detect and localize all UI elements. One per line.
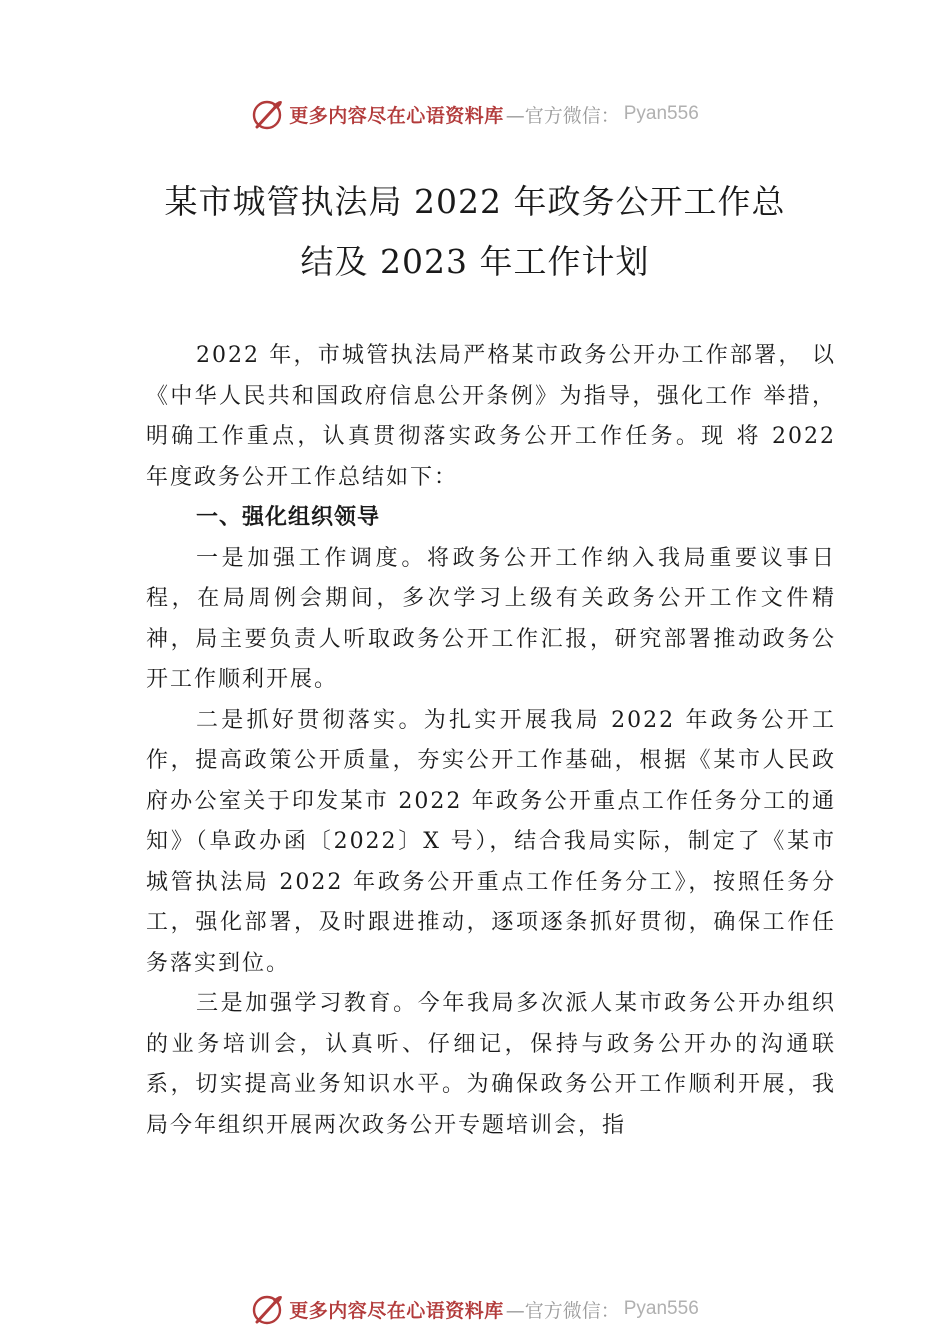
section-heading: 一、强化组织领导 [196,505,381,530]
title-line-2: 结及 2023 年工作计划 [300,242,650,281]
banner-wechat-id: Pyan556 [623,1298,699,1319]
document-title [150,172,800,292]
paragraph-1: 一是加强工作调度。将政务公开工作纳入我局重要议事日程，在局周例会期间，多次学习上级有关政务公开工作文件精神，局主要负责人听取政务公开工作汇报，研究部署推动政务公开工作顺利开展。 [146,545,836,692]
header-banner [0,92,950,136]
banner-wechat-label: —官方微信： [505,104,620,127]
paragraph-3: 三是加强学习教育。今年我局多次派人某市政务公开办组织的业务培训会，认真听、仔细记，保持与政务公开办的沟通联系，切实提高业务知识水平。为确保政务公开工作顺利开展，我局今年组织开展两次政务公开专题培训会，指 [146,991,836,1138]
footer-banner [0,1287,950,1331]
title-line-1: 某市城管执法局 2022 年政务公开工作总 [164,182,786,221]
intro-paragraph: 2022 年，市城管执法局严格某市政务公开办工作部署， 以《中华人民共和国政府信息公开条例》为指导，强化工作 举措，明确工作重点，认真贯彻落实政务公开工作任务。现 将 2022 年度政务公开工作总结如下： [146,343,836,490]
brush-logo-icon [251,97,285,131]
banner-promo-text: 更多内容尽在心语资料库 [289,1299,504,1322]
document-body [146,336,836,1146]
banner-wechat-id: Pyan556 [623,103,699,124]
banner-wechat-label: —官方微信： [505,1299,620,1322]
banner-promo-text: 更多内容尽在心语资料库 [289,104,504,127]
paragraph-2: 二是抓好贯彻落实。为扎实开展我局 2022 年政务公开工作，提高政策公开质量，夯实公开工作基础，根据《某市人民政府办公室关于印发某市 2022 年政务公开重点工作任务分工的通知》（阜政办函〔2022〕X 号），结合我局实际，制定了《某市城管执法局 2022 年政务公开重点工作任务分工》，按照任务分工，强化部署，及时跟进推动，逐项逐条抓好贯彻，确保工作任务落实到位。 [146,707,836,976]
brush-logo-icon [251,1292,285,1326]
